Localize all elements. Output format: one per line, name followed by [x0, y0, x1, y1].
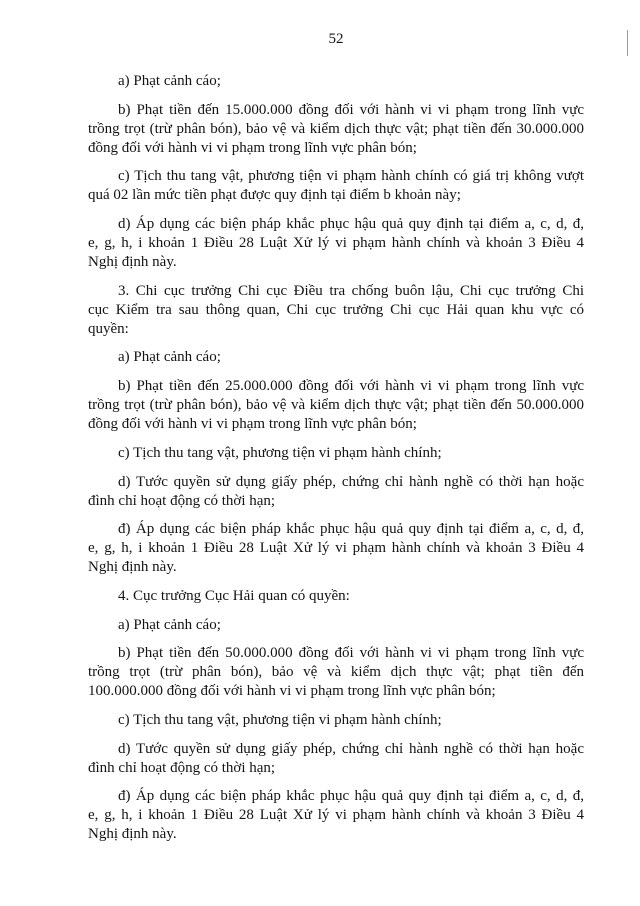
text-line: 100.000.000 đồng đối với hành vi vi phạm trong lĩnh vực phân bón; — [88, 683, 496, 700]
text-line: đình chỉ hoạt động có thời hạn; — [88, 759, 276, 776]
text-line: d) Tước quyền sử dụng giấy phép, chứng chỉ hành nghề có thời hạn hoặc — [118, 473, 584, 490]
text-line: trồng trọt (trừ phân bón), bảo vệ và kiểm dịch thực vật; phạt tiền đến 50.000.000 — [88, 397, 584, 414]
clause-4-item-b-fine — [88, 644, 584, 701]
text-line: b) Phạt tiền đến 15.000.000 đồng đối với hành vi vi phạm trong lĩnh vực — [118, 101, 584, 118]
text-line: a) Phạt cảnh cáo; — [118, 349, 221, 366]
text-line: c) Tịch thu tang vật, phương tiện vi phạm hành chính; — [118, 444, 442, 461]
clause-3-heading — [88, 282, 584, 339]
clause-3-item-dd-remedial-measures — [88, 520, 584, 577]
text-line: Nghị định này. — [88, 826, 177, 843]
text-line: cục Kiểm tra sau thông quan, Chi cục trưởng Chi cục Hải quan khu vực có — [88, 301, 584, 318]
text-line: trồng trọt (trừ phân bón), bảo vệ và kiểm dịch thực vật; phạt tiền đến 30.000.000 — [88, 120, 584, 137]
text-line: đình chỉ hoạt động có thời hạn; — [88, 492, 276, 509]
clause-4-heading — [88, 587, 584, 606]
document-body — [88, 72, 584, 854]
clause-4-item-a-warning — [88, 616, 584, 635]
clause-3-item-a-warning — [88, 348, 584, 367]
text-line: quyền: — [88, 320, 129, 337]
clause-2-item-b-fine — [88, 101, 584, 158]
text-line: trồng trọt (trừ phân bón), bảo vệ và kiểm dịch thực vật; phạt tiền đến — [88, 664, 584, 681]
text-line: a) Phạt cảnh cáo; — [118, 616, 221, 633]
text-line: e, g, h, i khoản 1 Điều 28 Luật Xử lý vi phạm hành chính và khoản 3 Điều 4 — [88, 235, 584, 252]
text-line: đồng đối với hành vi vi phạm trong lĩnh vực phân bón; — [88, 416, 417, 433]
text-line: d) Tước quyền sử dụng giấy phép, chứng chỉ hành nghề có thời hạn hoặc — [118, 740, 584, 757]
clause-4-item-d-license-revocation — [88, 740, 584, 778]
text-line: đồng đối với hành vi vi phạm trong lĩnh vực phân bón; — [88, 139, 417, 156]
text-line: Nghị định này. — [88, 254, 177, 271]
clause-3-item-d-license-revocation — [88, 473, 584, 511]
text-line: e, g, h, i khoản 1 Điều 28 Luật Xử lý vi phạm hành chính và khoản 3 Điều 4 — [88, 807, 584, 824]
text-line: Nghị định này. — [88, 559, 177, 576]
text-line: a) Phạt cảnh cáo; — [118, 73, 221, 89]
clause-4-item-c-confiscation — [88, 711, 584, 730]
text-line: quá 02 lần mức tiền phạt được quy định tại điểm b khoản này; — [88, 187, 461, 204]
clause-3-item-b-fine — [88, 377, 584, 434]
text-line: 4. Cục trưởng Cục Hải quan có quyền: — [118, 587, 350, 604]
clause-2-item-c-confiscation — [88, 167, 584, 205]
text-line: 3. Chi cục trưởng Chi cục Điều tra chống buôn lậu, Chi cục trưởng Chi — [118, 282, 584, 299]
clause-3-item-c-confiscation — [88, 444, 584, 463]
text-line: đ) Áp dụng các biện pháp khắc phục hậu quả quy định tại điểm a, c, d, đ, — [118, 788, 584, 805]
clause-2-item-d-remedial-measures — [88, 215, 584, 272]
text-line: d) Áp dụng các biện pháp khắc phục hậu quả quy định tại điểm a, c, d, đ, — [118, 216, 584, 233]
text-line: b) Phạt tiền đến 50.000.000 đồng đối với hành vi vi phạm trong lĩnh vực — [118, 645, 584, 662]
text-line: c) Tịch thu tang vật, phương tiện vi phạm hành chính có giá trị không vượt — [118, 168, 584, 185]
text-line: e, g, h, i khoản 1 Điều 28 Luật Xử lý vi phạm hành chính và khoản 3 Điều 4 — [88, 540, 584, 557]
text-line: b) Phạt tiền đến 25.000.000 đồng đối với hành vi vi phạm trong lĩnh vực — [118, 378, 584, 395]
page-number: 52 — [328, 31, 344, 47]
text-line: c) Tịch thu tang vật, phương tiện vi phạm hành chính; — [118, 711, 442, 728]
clause-2-item-a-warning — [88, 72, 584, 91]
text-line: đ) Áp dụng các biện pháp khắc phục hậu quả quy định tại điểm a, c, d, đ, — [118, 521, 584, 538]
clause-4-item-dd-remedial-measures — [88, 787, 584, 844]
scan-mark — [627, 30, 628, 56]
